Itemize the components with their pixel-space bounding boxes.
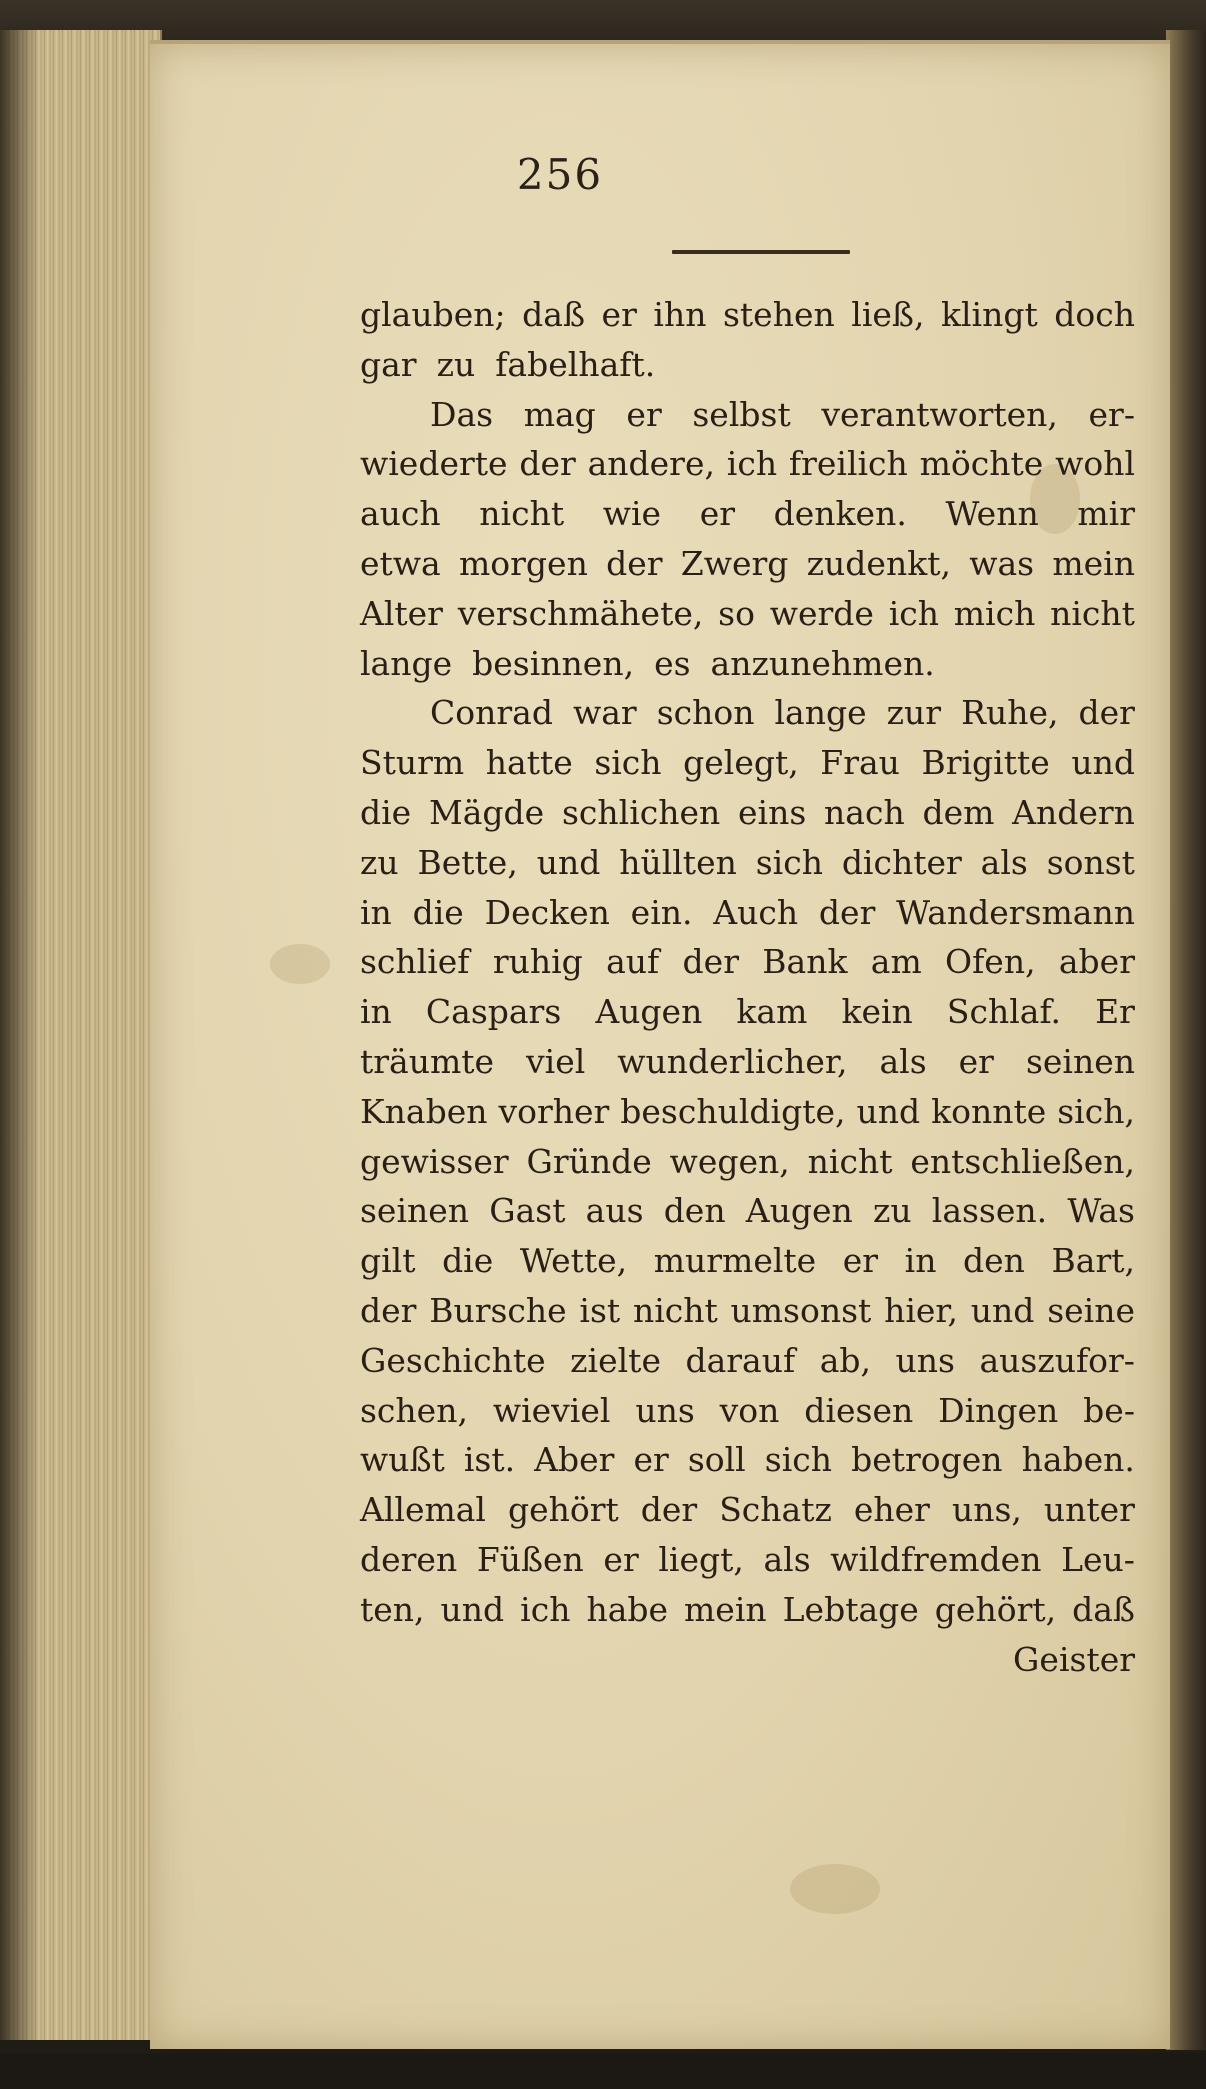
text-line: gar zu fabelhaft. xyxy=(360,344,656,384)
scan-bottom-background xyxy=(0,2053,1206,2089)
text-line: lange besinnen, es anzunehmen. xyxy=(360,643,935,683)
page-number-rule xyxy=(672,250,850,254)
text-line: in die Decken ein. Auch der Wandersmann xyxy=(360,892,1135,932)
text-line: deren Füßen er liegt, als wildfremden Leu- xyxy=(360,1539,1135,1579)
text-line: schlief ruhig auf der Bank am Ofen, aber xyxy=(360,942,1135,982)
text-line: gewisser Gründe wegen, nicht entschließen, xyxy=(360,1141,1135,1181)
page-number: 256 xyxy=(516,150,604,199)
text-line: gilt die Wette, murmelte er in den Bart, xyxy=(360,1241,1135,1281)
text-line: wußt ist. Aber er soll sich betrogen haben. xyxy=(360,1440,1135,1480)
page-edges-shadow xyxy=(0,30,40,2040)
text-line: der Bursche ist nicht umsonst hier, und seine xyxy=(360,1290,1135,1330)
text-line: Sturm hatte sich gelegt, Frau Brigitte und xyxy=(360,743,1135,783)
foxing-stain xyxy=(270,944,330,984)
text-line: die Mägde schlichen eins nach dem Andern xyxy=(360,792,1135,832)
text-line: in Caspars Augen kam kein Schlaf. Er xyxy=(360,992,1135,1032)
text-line: glauben; daß er ihn stehen ließ, klingt doch xyxy=(360,295,1135,334)
text-line: Alter verschmähete, so werde ich mich nicht xyxy=(360,593,1135,633)
text-line: Geschichte zielte darauf ab, uns auszufor- xyxy=(360,1340,1135,1380)
text-line: wiederte der andere, ich freilich möchte wohl xyxy=(360,444,1135,484)
text-line: ten, und ich habe mein Lebtage gehört, daß xyxy=(360,1589,1135,1629)
text-line: träumte viel wunderlicher, als er seinen xyxy=(360,1041,1135,1081)
text-line: seinen Gast aus den Augen zu lassen. Was xyxy=(360,1191,1135,1231)
text-line: auch nicht wie er denken. Wenn mir xyxy=(360,494,1135,534)
foxing-stain xyxy=(790,1864,880,1914)
text-line: zu Bette, und hüllten sich dichter als sonst xyxy=(360,842,1135,882)
text-line: etwa morgen der Zwerg zudenkt, was mein xyxy=(360,543,1135,583)
text-line: Conrad war schon lange zur Ruhe, der xyxy=(430,693,1135,733)
text-line: Knaben vorher beschuldigte, und konnte sich, xyxy=(360,1091,1135,1131)
text-line: Allemal gehört der Schatz eher uns, unter xyxy=(360,1490,1135,1530)
body-text xyxy=(360,290,1135,1684)
text-line: schen, wieviel uns von diesen Dingen be- xyxy=(360,1390,1135,1430)
text-line: Das mag er selbst verantworten, er- xyxy=(430,394,1135,434)
right-book-edge xyxy=(1166,30,1206,2050)
text-line: Geister xyxy=(1013,1639,1135,1679)
